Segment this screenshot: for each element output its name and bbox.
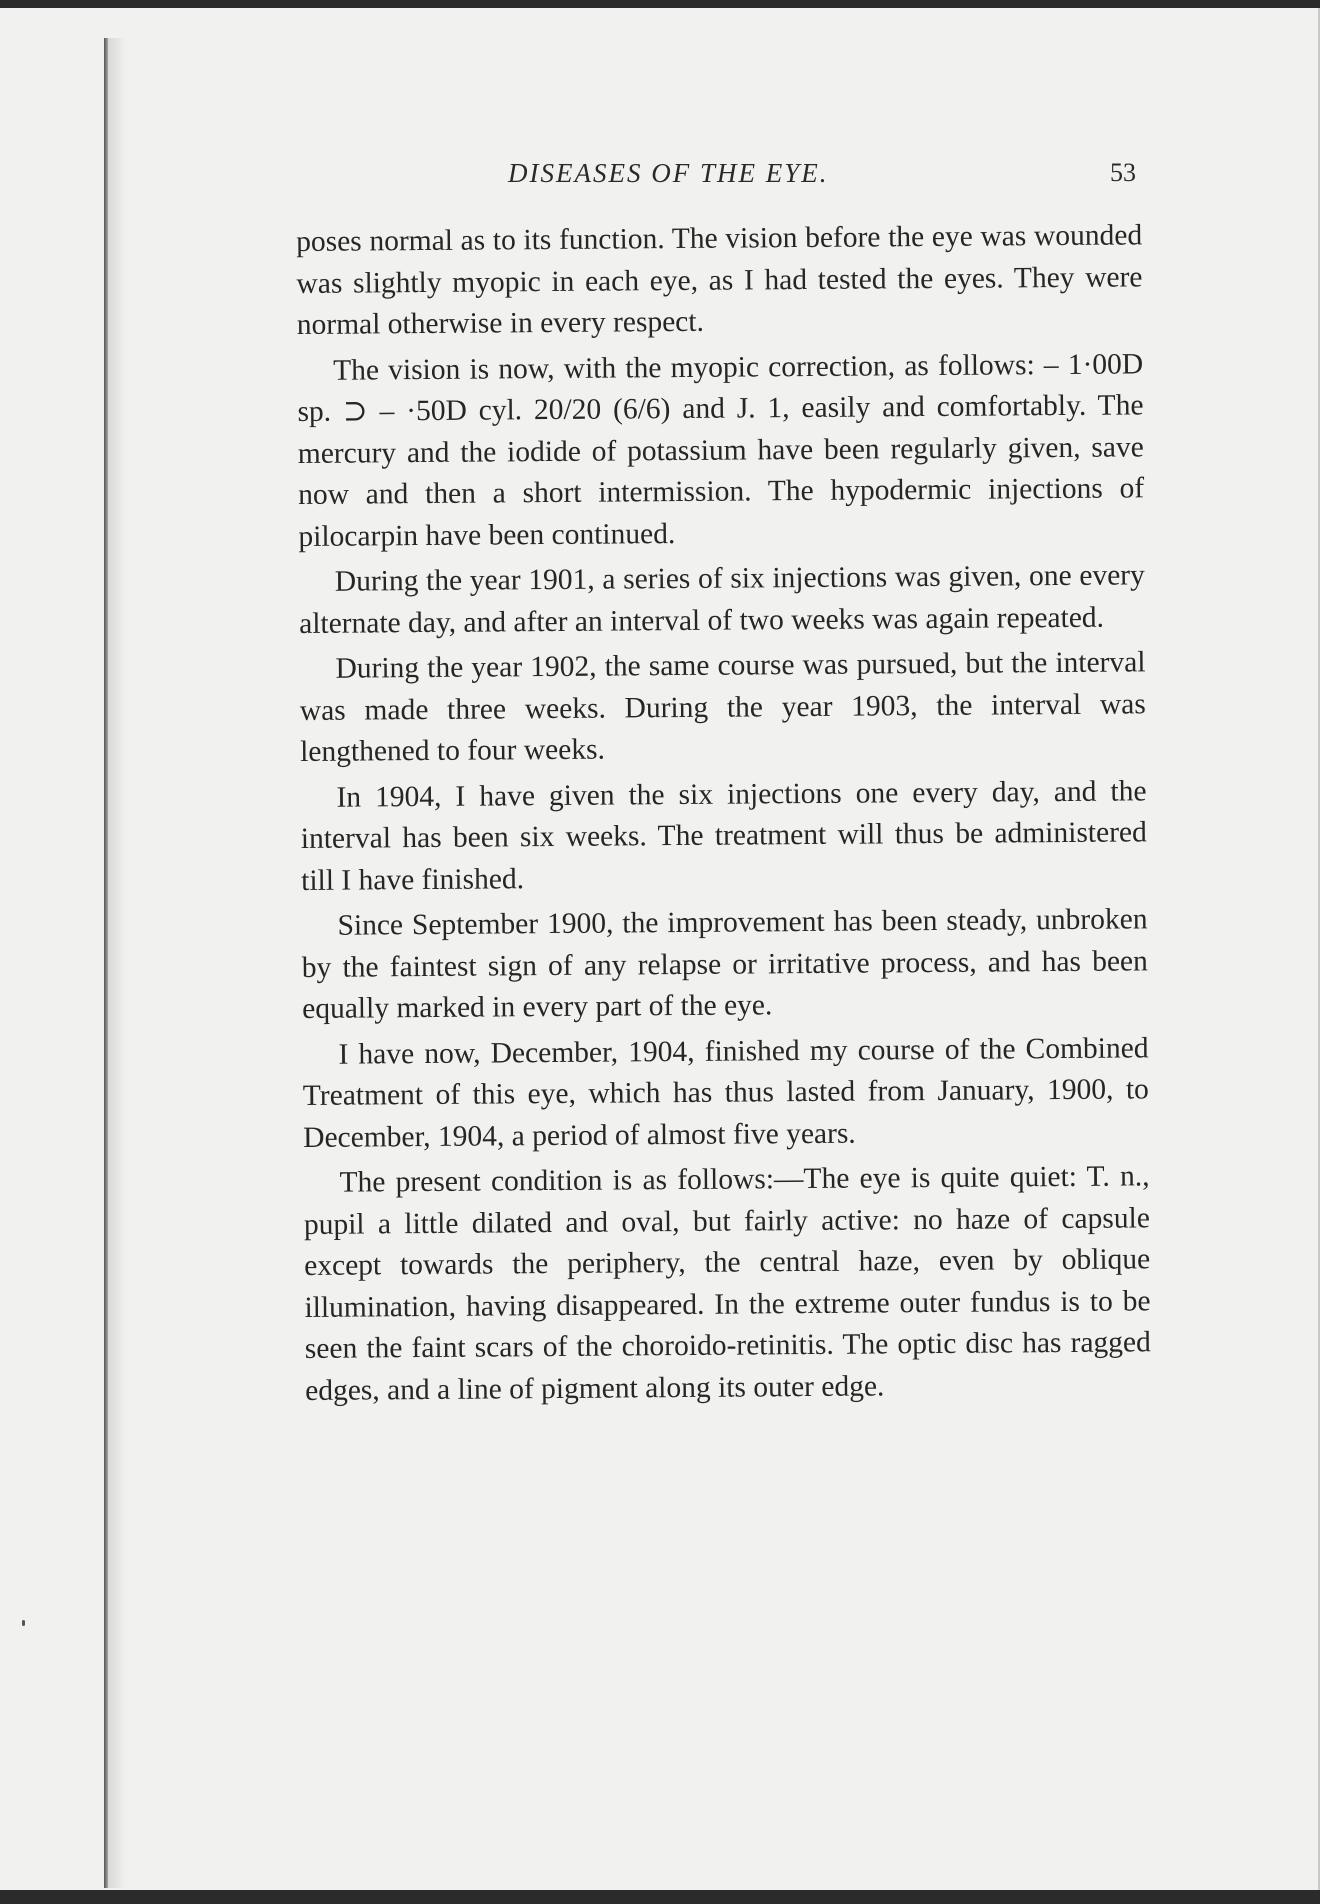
paragraph: I have now, December, 1904, finished my course of the Combined Treatment of this eye, which has thus lasted from January, 1900, to December, 1904, a period of almost five years. — [302, 1031, 1149, 1154]
scan-top-edge — [0, 0, 1320, 8]
paragraph: Since September 1900, the improvement has been steady, unbroken by the faintest sign of any relapse or irritative process, and has been equally marked in every part of the eye. — [301, 903, 1148, 1025]
gutter-shadow — [108, 38, 126, 1888]
paragraph: During the year 1901, a series of six injections was given, one every alternate day, and after an interval of two weeks was again repeated. — [299, 559, 1145, 640]
page-header — [296, 158, 1136, 198]
paragraph: The present condition is as follows:—The eye is quite quiet: T. n., pupil a little dilated and oval, but fairly active: no haze of capsule except towards the periphery, the central haze, even by oblique illumination, having disappeared. In the extreme outer fundus is to be seen the faint scars of the choroido-retinitis. The optic disc has ragged edges, and a line of pigment along its outer edge. — [303, 1160, 1151, 1407]
scan-speck — [22, 1620, 25, 1626]
page-number: 53 — [1110, 158, 1136, 187]
body-text — [296, 215, 1151, 1416]
running-head: DISEASES OF THE EYE. — [508, 158, 829, 188]
paragraph: During the year 1902, the same course was pursued, but the interval was made three weeks. During the year 1903, the interval was lengthened to four weeks. — [299, 646, 1146, 768]
book-page — [0, 8, 1320, 1892]
paragraph: poses normal as to its function. The vision before the eye was wounded was slightly myopic in each eye, as I had tested the eyes. They were normal otherwise in every respect. — [296, 219, 1143, 341]
paragraph: In 1904, I have given the six injections one every day, and the interval has been six weeks. The treatment will thus be administered till I have finished. — [300, 774, 1147, 897]
scan-bottom-edge — [0, 1890, 1320, 1904]
paragraph: The vision is now, with the myopic correction, as follows: – 1·00D sp. ⊃ – ·50D cyl. 20/20 (6/6) and J. 1, easily and comfortably. The mercury and the iodide of potassium have been regularly given, save now and then a short intermission. The hypodermic injections of pilocarpin have been continued. — [297, 347, 1145, 553]
